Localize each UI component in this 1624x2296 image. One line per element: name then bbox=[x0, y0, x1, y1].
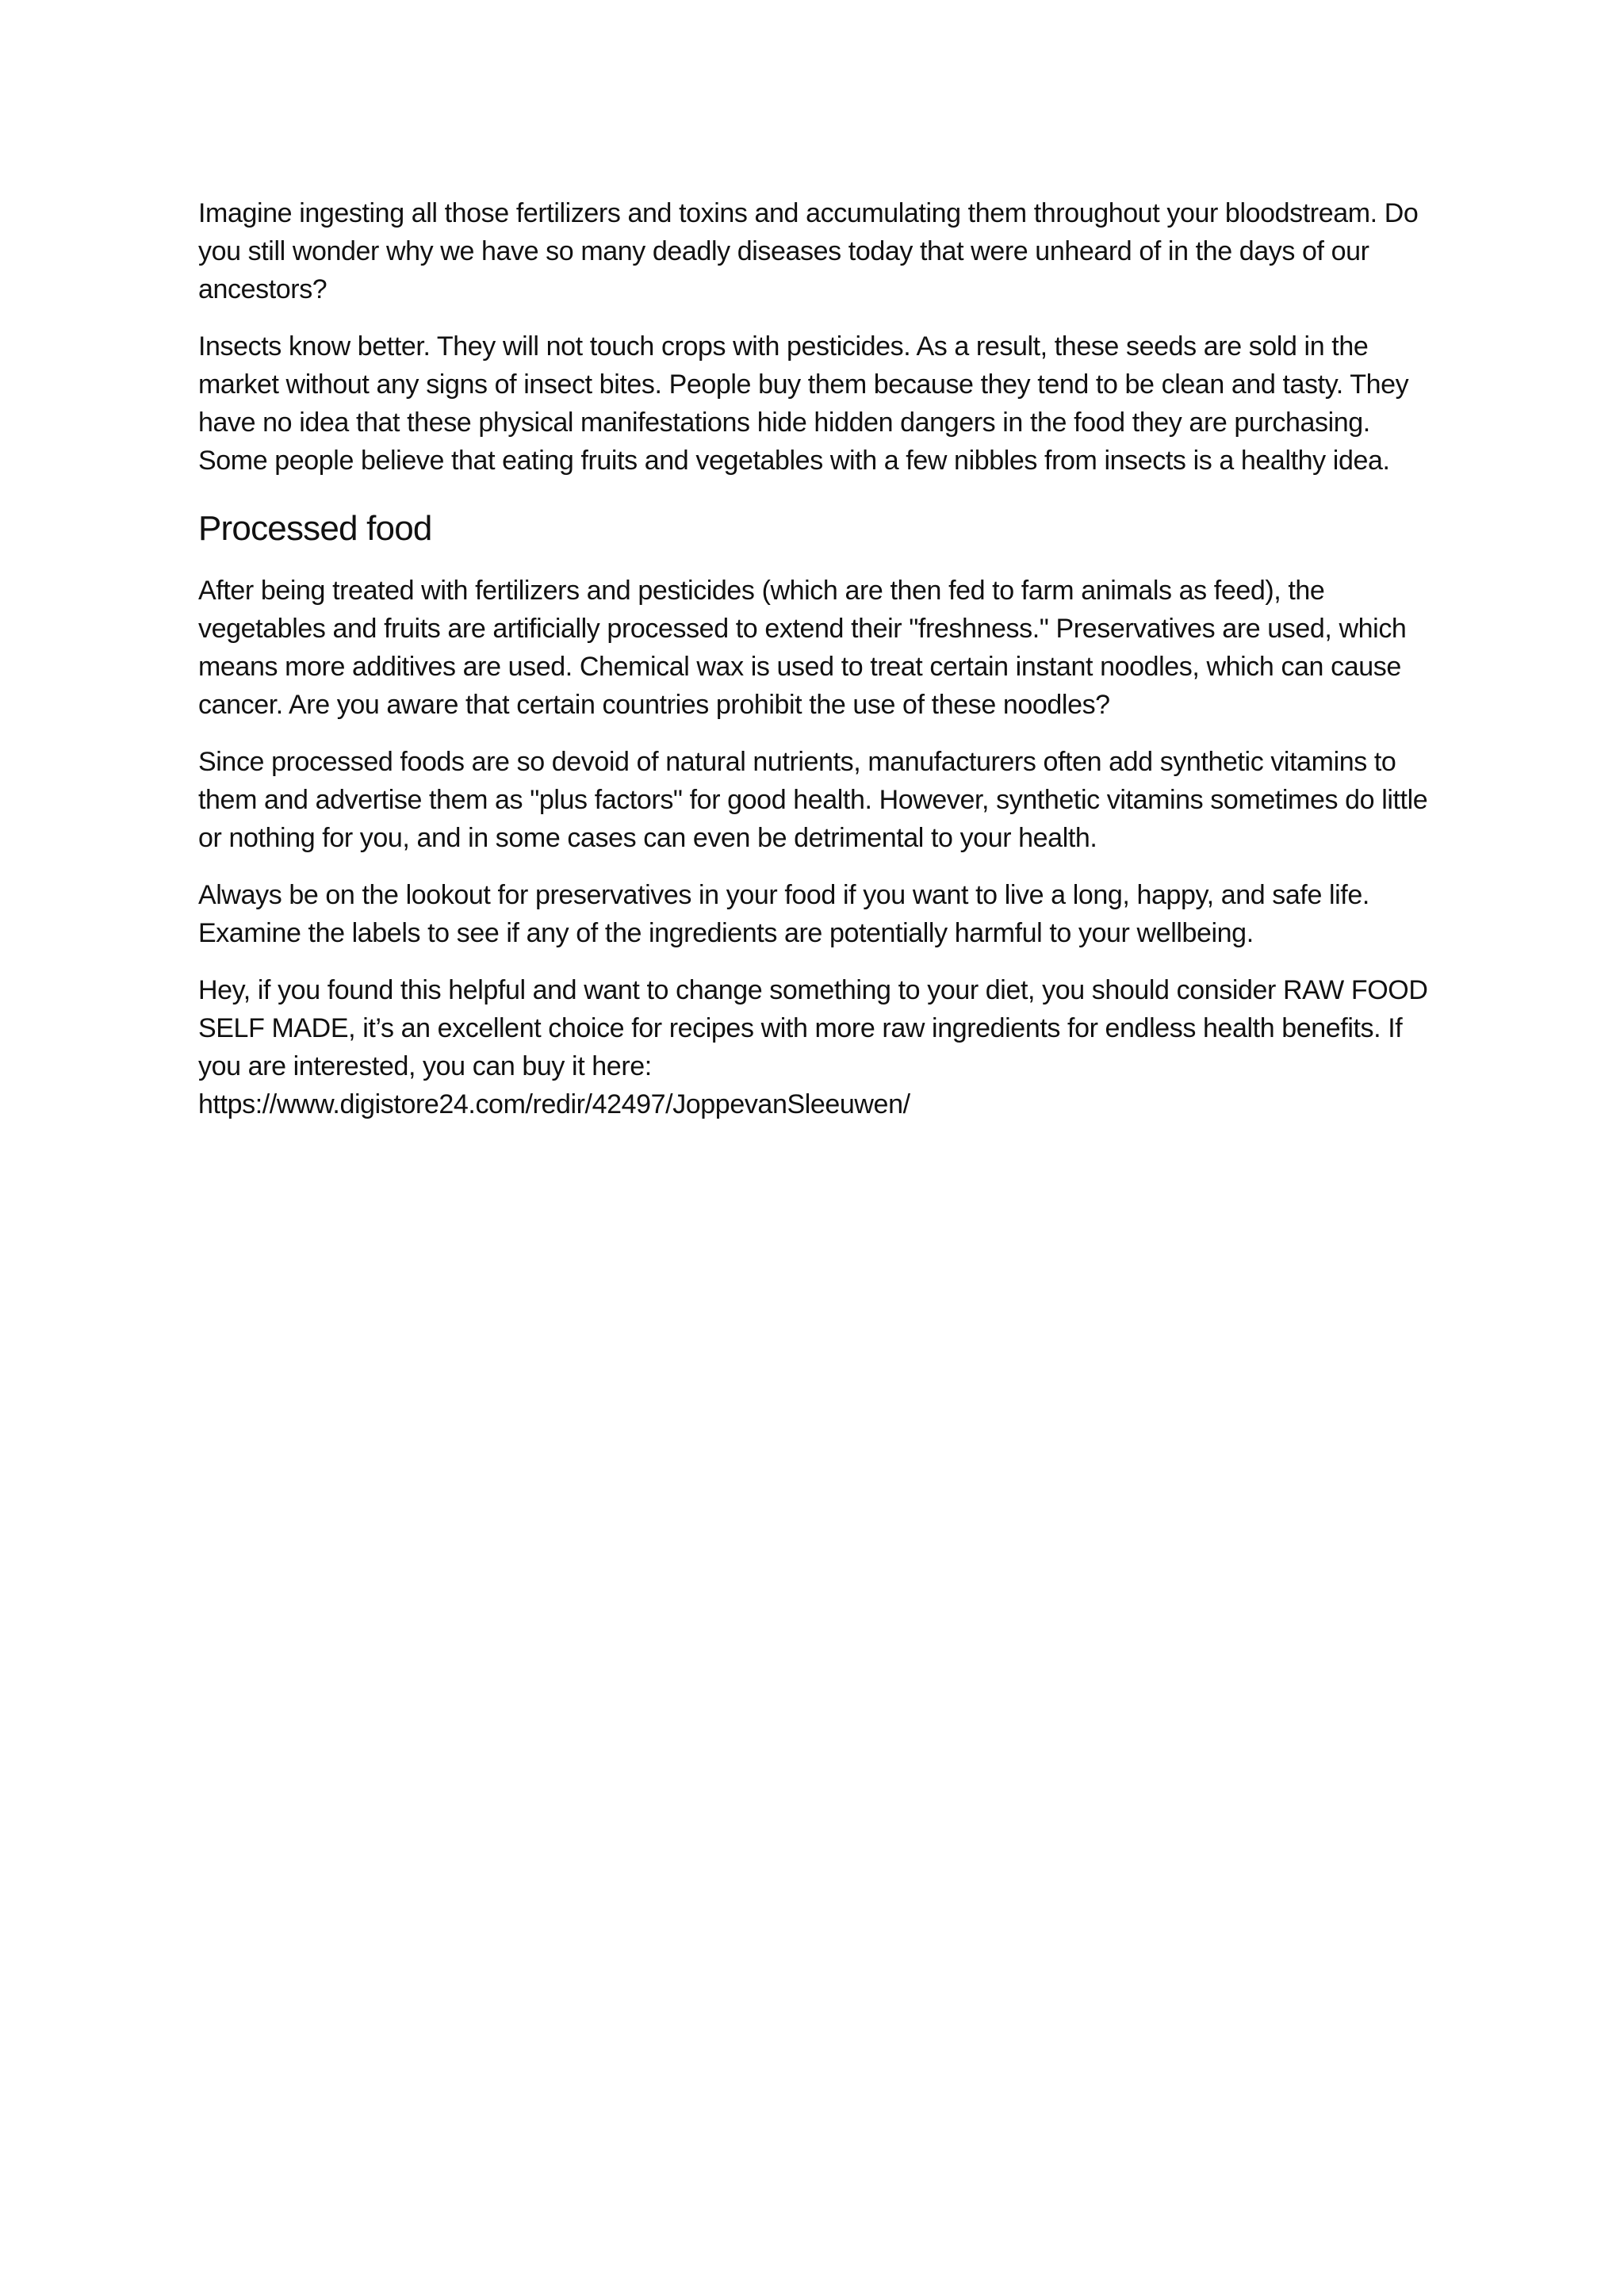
paragraph-processing: After being treated with fertilizers and pesticides (which are then fed to farm animals as feed), the vegetables and fruits are artificially processed to extend their "freshness." Preservatives are used, which means more additives are used. Chemical wax is used to treat certain instant noodles, which can cause cancer. Are you aware that certain countries prohibit the use of these noodles? bbox=[198, 576, 1407, 720]
paragraph-closing bbox=[198, 971, 1435, 1123]
paragraph-preservatives: Always be on the lookout for preservatives in your food if you want to live a long, happy, and safe life. Examine the labels to see if any of the ingredients are potentially harmful to your wellbeing. bbox=[198, 880, 1369, 948]
document-body bbox=[198, 194, 1435, 1142]
purchase-link[interactable]: https://www.digistore24.com/redir/42497/JoppevanSleeuwen/ bbox=[198, 1089, 910, 1119]
paragraph-synthetic-vitamins: Since processed foods are so devoid of natural nutrients, manufacturers often add synthetic vitamins to them and advertise them as "plus factors" for good health. However, synthetic vitamins sometimes do little or nothing for you, and in some cases can even be detrimental to your health. bbox=[198, 747, 1428, 853]
closing-text: Hey, if you found this helpful and want to change something to your diet, you should consider RAW FOOD SELF MADE, it’s an excellent choice for recipes with more raw ingredients for endless health benefits. If you are interested, you can buy it here: bbox=[198, 975, 1428, 1081]
paragraph-insects: Insects know better. They will not touch crops with pesticides. As a result, these seeds are sold in the market without any signs of insect bites. People buy them because they tend to be clean and tasty. They have no idea that these physical manifestations hide hidden dangers in the food they are purchasing. Some people believe that eating fruits and vegetables with a few nibbles from insects is a healthy idea. bbox=[198, 331, 1409, 476]
section-heading-processed-food: Processed food bbox=[198, 509, 432, 548]
paragraph-fertilizers-toxins: Imagine ingesting all those fertilizers and toxins and accumulating them throughout your bloodstream. Do you still wonder why we have so many deadly diseases today that were unheard of in the days of our ancestors? bbox=[198, 198, 1419, 304]
